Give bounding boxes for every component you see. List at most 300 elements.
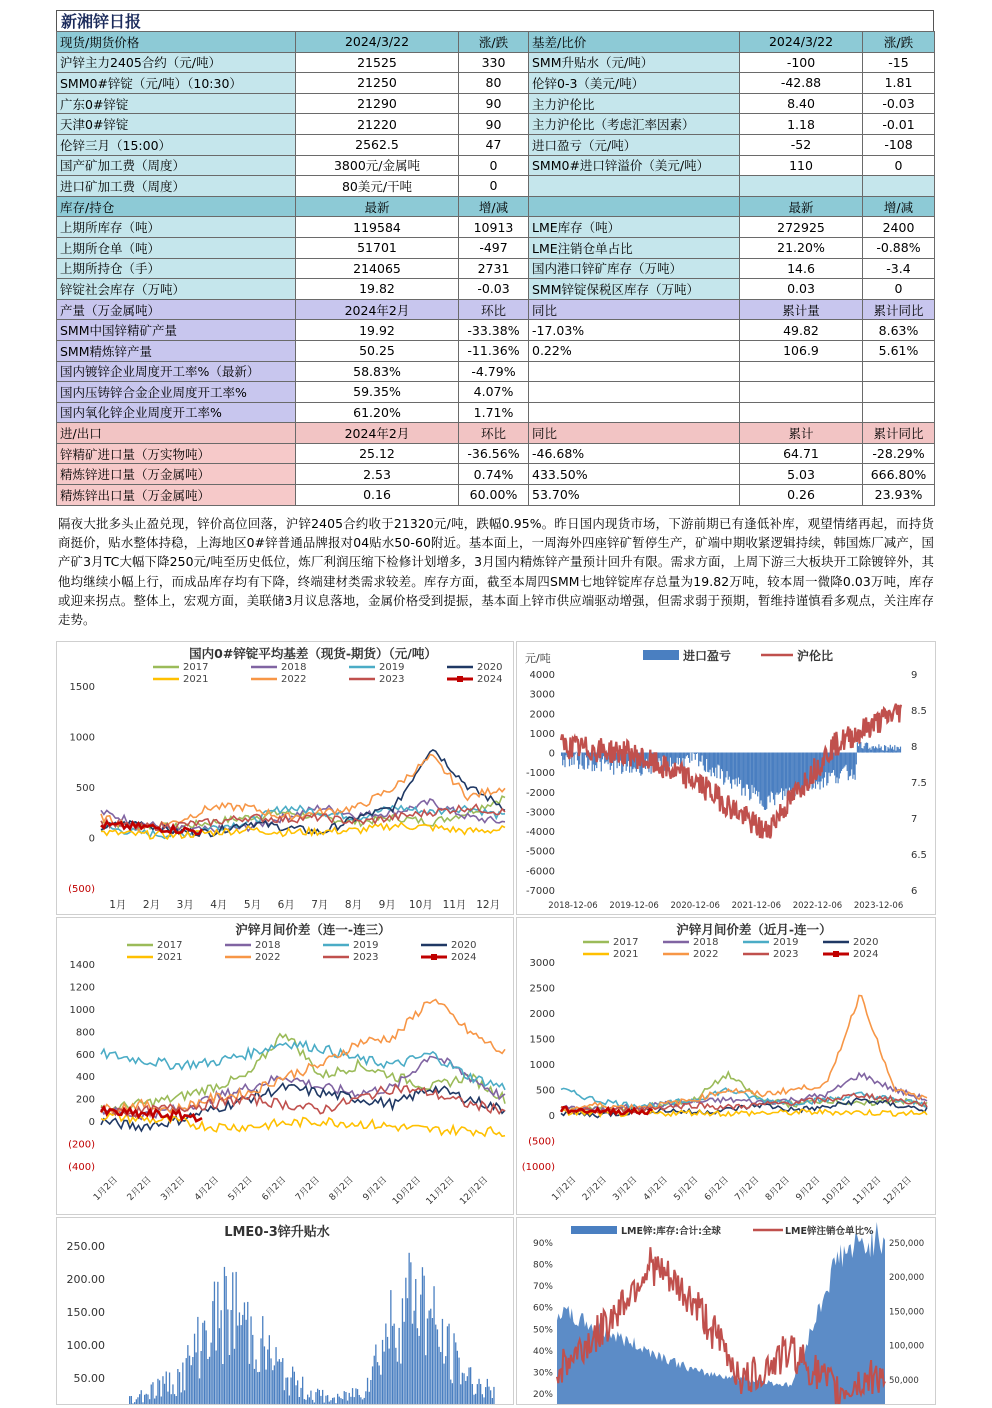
bar bbox=[891, 749, 892, 753]
table-cell: 同比 bbox=[529, 423, 740, 444]
bar bbox=[427, 1319, 428, 1405]
table-cell: 61.20% bbox=[296, 402, 459, 423]
bar bbox=[876, 748, 877, 753]
table-cell: SMM精炼锌产量 bbox=[57, 340, 296, 361]
bar bbox=[785, 753, 786, 789]
x-tick-label: 5月2日 bbox=[672, 1174, 701, 1203]
bar bbox=[864, 746, 865, 753]
bar bbox=[865, 743, 866, 752]
table-cell: 伦锌三月（15:00） bbox=[57, 134, 296, 155]
table-cell: 上期所持仓（手） bbox=[57, 258, 296, 279]
legend-label: 2024 bbox=[451, 952, 476, 963]
bar bbox=[730, 753, 731, 784]
table-cell: 25.12 bbox=[296, 443, 459, 464]
bar bbox=[443, 1364, 444, 1404]
y-tick-label: 2000 bbox=[530, 709, 555, 720]
bar bbox=[697, 753, 698, 754]
bar bbox=[433, 1286, 434, 1404]
x-tick-label: 10月 bbox=[409, 899, 433, 911]
table-row bbox=[57, 485, 935, 506]
table-row bbox=[57, 361, 935, 382]
table-cell: 涨/跌 bbox=[459, 32, 529, 53]
bar bbox=[279, 1359, 280, 1404]
bar bbox=[226, 1276, 227, 1404]
legend-label: 2017 bbox=[183, 662, 208, 673]
bar bbox=[260, 1338, 261, 1404]
x-tick-label: 7月2日 bbox=[733, 1174, 762, 1203]
bar bbox=[151, 1385, 152, 1405]
table-row bbox=[57, 320, 935, 341]
bar bbox=[678, 753, 679, 765]
y-tick-label: 1000 bbox=[70, 1005, 95, 1016]
table-cell: 主力沪伦比（考虑汇率因素） bbox=[529, 114, 740, 135]
table-cell bbox=[740, 402, 863, 423]
bar bbox=[384, 1352, 385, 1404]
bar bbox=[330, 1400, 331, 1404]
bar bbox=[315, 1392, 316, 1404]
bar bbox=[584, 753, 585, 770]
bar bbox=[199, 1378, 200, 1404]
y2-tick-label: 9 bbox=[911, 670, 917, 681]
bar bbox=[192, 1357, 193, 1404]
bar bbox=[708, 753, 709, 773]
bar bbox=[872, 747, 873, 753]
bar bbox=[262, 1316, 263, 1404]
bar bbox=[483, 1397, 484, 1404]
bar bbox=[874, 748, 875, 752]
table-cell: -52 bbox=[740, 134, 863, 155]
bar bbox=[485, 1387, 486, 1404]
table-row bbox=[57, 382, 935, 403]
bar bbox=[839, 753, 840, 779]
x-tick-label: 12月 bbox=[476, 899, 500, 911]
table-cell: SMM升贴水（元/吨） bbox=[529, 52, 740, 73]
table-cell: -4.79% bbox=[459, 361, 529, 382]
x-tick-label: 12月2日 bbox=[458, 1174, 491, 1207]
y-tick-label: (400) bbox=[68, 1162, 95, 1173]
bar bbox=[847, 753, 848, 772]
table-cell: -0.01 bbox=[863, 114, 935, 135]
spread-13-chart bbox=[57, 918, 513, 1214]
bar bbox=[209, 1357, 210, 1404]
bar bbox=[429, 1311, 430, 1405]
y-tick-label: 500 bbox=[76, 783, 95, 794]
bar bbox=[691, 753, 692, 761]
bar bbox=[191, 1365, 192, 1404]
bar bbox=[659, 753, 660, 759]
table-cell: 2024/3/22 bbox=[296, 32, 459, 53]
bar bbox=[347, 1401, 348, 1404]
market-summary: 隔夜大批多头止盈兑现，锌价高位回落，沪锌2405合约收于21320元/吨，跌幅0.95%。昨日国内现货市场，下游前期已有逢低补库，观望情绪再起，而持货商挺价，贴水整体持稳，上海地区0#锌普通品牌报对04贴水50-60附近。基本面上，一周海外四座锌矿暂停生产，矿端中期收紧逻辑持续，韩国炼厂减产，国产矿3月TC大幅下降250元/吨至历史低位，炼厂利润压缩下检修计划增多，3月国内精炼锌产量预计回升有限。需求方面，上周下游三大板块开工除镀锌外，其他均继续小幅上行，而成品库存均有下降，终端建材类需求较差。库存方面，截至本周四SMM七地锌锭库存总量为19.82万吨，较本周一微降0.03万吨，库存或迎来拐点。整体上，宏观方面，美联储3月议息落地，金属价格受到提振，基本面上锌市供应端驱动增强，但需求弱于预期，暂维持谨慎看多观点，关注库存走势。 bbox=[58, 514, 934, 629]
table-row bbox=[57, 443, 935, 464]
bar bbox=[460, 1384, 461, 1404]
bar bbox=[334, 1397, 335, 1404]
bar bbox=[788, 753, 789, 794]
table-cell: 锌锭社会库存（万吨） bbox=[57, 279, 296, 300]
y-tick-label: -6000 bbox=[526, 866, 555, 877]
table-cell: 天津0#锌锭 bbox=[57, 114, 296, 135]
table-cell: 19.82 bbox=[296, 279, 459, 300]
bar bbox=[280, 1362, 281, 1404]
bar bbox=[696, 753, 697, 755]
bar bbox=[234, 1349, 235, 1404]
lme03-chart-panel bbox=[56, 1217, 514, 1405]
y-tick-label: 250.00 bbox=[67, 1240, 106, 1253]
bar bbox=[480, 1384, 481, 1404]
y-tick-label: -5000 bbox=[526, 847, 555, 858]
bar bbox=[778, 753, 779, 795]
table-header-production bbox=[57, 299, 935, 320]
bar bbox=[866, 743, 867, 753]
table-cell: -28.29% bbox=[863, 443, 935, 464]
bar bbox=[881, 747, 882, 753]
y-tick-label: 60% bbox=[533, 1304, 553, 1314]
bar bbox=[269, 1335, 270, 1404]
x-tick-label: 10月2日 bbox=[820, 1174, 853, 1207]
bar bbox=[698, 753, 699, 767]
y-tick-label: 150.00 bbox=[67, 1306, 106, 1319]
bar bbox=[201, 1351, 202, 1404]
table-cell: 14.6 bbox=[740, 258, 863, 279]
table-cell: -108 bbox=[863, 134, 935, 155]
bar bbox=[265, 1370, 266, 1404]
bar bbox=[877, 749, 878, 753]
table-cell: 110 bbox=[740, 155, 863, 176]
table-cell: 21525 bbox=[296, 52, 459, 73]
bar bbox=[186, 1358, 187, 1404]
bar bbox=[686, 753, 687, 757]
bar bbox=[335, 1403, 336, 1404]
bar bbox=[250, 1316, 251, 1404]
bar bbox=[447, 1326, 448, 1404]
bar bbox=[852, 753, 853, 779]
legend-label: 2022 bbox=[281, 674, 306, 685]
bar bbox=[267, 1350, 268, 1405]
bar bbox=[362, 1399, 363, 1404]
legend-label: 沪伦比 bbox=[797, 648, 833, 663]
legend-label: 2021 bbox=[183, 674, 208, 685]
bar bbox=[886, 751, 887, 753]
bar bbox=[765, 753, 766, 811]
bar bbox=[463, 1373, 464, 1404]
bar bbox=[292, 1367, 293, 1404]
bar bbox=[754, 753, 755, 788]
spread-01-chart bbox=[517, 918, 935, 1214]
bar bbox=[222, 1364, 223, 1404]
table-cell: SMM锌锭保税区库存（万吨） bbox=[529, 279, 740, 300]
legend-label: LME锌注销仓单比% bbox=[785, 1225, 874, 1237]
y-tick-label: 2000 bbox=[530, 1009, 555, 1020]
bar bbox=[679, 753, 680, 759]
bar bbox=[152, 1382, 153, 1404]
x-tick-label: 1月2日 bbox=[91, 1174, 120, 1203]
x-tick-label: 10月2日 bbox=[390, 1174, 423, 1207]
table-row bbox=[57, 258, 935, 279]
table-cell: 同比 bbox=[529, 299, 740, 320]
table-cell: 进口矿加工费（周度） bbox=[57, 176, 296, 197]
table-cell: 47 bbox=[459, 134, 529, 155]
bar bbox=[415, 1279, 416, 1404]
table-cell: 国内压铸锌合金企业周度开工率% bbox=[57, 382, 296, 403]
spread-01-chart-panel bbox=[516, 917, 936, 1215]
bar bbox=[717, 753, 718, 765]
x-tick-label: 2月2日 bbox=[125, 1174, 154, 1203]
bar bbox=[748, 753, 749, 789]
bar bbox=[172, 1384, 173, 1404]
table-cell: 0.74% bbox=[459, 464, 529, 485]
table-cell: 进/出口 bbox=[57, 423, 296, 444]
table-cell: 国内港口锌矿库存（万吨） bbox=[529, 258, 740, 279]
x-tick-label: 7月2日 bbox=[293, 1174, 322, 1203]
x-tick-label: 4月2日 bbox=[641, 1174, 670, 1203]
bar bbox=[858, 746, 859, 753]
bar bbox=[850, 753, 851, 776]
bar bbox=[744, 753, 745, 788]
legend-label: 2023 bbox=[353, 952, 378, 963]
table-cell: 累计量 bbox=[740, 299, 863, 320]
bar bbox=[149, 1399, 150, 1404]
bar bbox=[703, 753, 704, 766]
bar bbox=[882, 750, 883, 752]
bar bbox=[345, 1392, 346, 1404]
table-header-spot bbox=[57, 32, 935, 53]
bar bbox=[738, 753, 739, 778]
bar bbox=[357, 1389, 358, 1404]
legend-label: 2017 bbox=[157, 940, 182, 951]
bar bbox=[457, 1351, 458, 1404]
bar bbox=[162, 1376, 163, 1404]
y-tick-label: 200 bbox=[76, 1095, 95, 1106]
bar bbox=[863, 749, 864, 753]
bar bbox=[843, 753, 844, 768]
table-cell: 增/减 bbox=[863, 196, 935, 217]
table-cell: 4.07% bbox=[459, 382, 529, 403]
bar bbox=[214, 1282, 215, 1404]
y-tick-label: 800 bbox=[76, 1027, 95, 1038]
table-cell: 80 bbox=[459, 73, 529, 94]
bar bbox=[217, 1282, 218, 1404]
bar bbox=[721, 753, 722, 770]
bar bbox=[887, 747, 888, 752]
table-cell: 21220 bbox=[296, 114, 459, 135]
bar bbox=[370, 1380, 371, 1404]
bar bbox=[689, 753, 690, 763]
bar bbox=[694, 753, 695, 755]
bar bbox=[688, 753, 689, 759]
table-cell: 精炼锌进口量（万金属吨） bbox=[57, 464, 296, 485]
table-cell bbox=[529, 361, 740, 382]
x-tick-label: 5月 bbox=[244, 899, 261, 911]
table-cell: -17.03% bbox=[529, 320, 740, 341]
bar bbox=[236, 1272, 237, 1404]
table-cell: 0.22% bbox=[529, 340, 740, 361]
series-line-2022 bbox=[101, 1000, 505, 1114]
bar bbox=[478, 1379, 479, 1404]
table-cell: 0.26 bbox=[740, 485, 863, 506]
bar bbox=[455, 1342, 456, 1404]
table-cell: 主力沪伦比 bbox=[529, 93, 740, 114]
table-cell: 基差/比价 bbox=[529, 32, 740, 53]
bar bbox=[385, 1324, 386, 1405]
bar bbox=[493, 1387, 494, 1404]
y-tick-label: 100.00 bbox=[67, 1339, 106, 1352]
table-cell bbox=[529, 196, 740, 217]
y-tick-label: (1000) bbox=[522, 1162, 555, 1173]
table-cell: 进口盈亏（元/吨） bbox=[529, 134, 740, 155]
table-cell: SMM中国锌精矿产量 bbox=[57, 320, 296, 341]
table-cell: 0 bbox=[459, 176, 529, 197]
legend-label: 2020 bbox=[451, 940, 476, 951]
bar bbox=[417, 1328, 418, 1404]
legend-marker bbox=[457, 676, 463, 682]
bar bbox=[221, 1310, 222, 1404]
bar bbox=[377, 1362, 378, 1404]
legend-label: 2020 bbox=[853, 937, 878, 948]
bar bbox=[207, 1359, 208, 1404]
bar bbox=[745, 753, 746, 796]
chart-title: LME0-3锌升贴水 bbox=[224, 1224, 330, 1240]
bar bbox=[860, 742, 861, 752]
bar bbox=[739, 753, 740, 784]
table-row bbox=[57, 73, 935, 94]
legend-label: 2018 bbox=[281, 662, 306, 673]
bar bbox=[206, 1330, 207, 1404]
bar bbox=[196, 1352, 197, 1404]
table-cell: 90 bbox=[459, 114, 529, 135]
bar bbox=[458, 1358, 459, 1404]
bar bbox=[755, 753, 756, 795]
table-row bbox=[57, 237, 935, 258]
x-tick-label: 2023-12-06 bbox=[854, 901, 903, 911]
y-tick-label: (500) bbox=[528, 1137, 555, 1148]
bar bbox=[349, 1393, 350, 1404]
bar bbox=[575, 753, 576, 755]
bar bbox=[305, 1400, 306, 1404]
bar bbox=[246, 1320, 247, 1404]
bar bbox=[181, 1392, 182, 1404]
table-cell: 现货/期货价格 bbox=[57, 32, 296, 53]
x-tick-label: 8月2日 bbox=[327, 1174, 356, 1203]
bar bbox=[781, 753, 782, 789]
legend-label: 2021 bbox=[157, 952, 182, 963]
bar bbox=[677, 753, 678, 758]
y-tick-label: 30% bbox=[533, 1368, 553, 1378]
table-row bbox=[57, 114, 935, 135]
spread-13-chart-panel bbox=[56, 917, 514, 1215]
bar bbox=[868, 749, 869, 753]
x-tick-label: 2月 bbox=[143, 899, 160, 911]
table-row bbox=[57, 176, 935, 197]
bar bbox=[757, 753, 758, 797]
bar bbox=[842, 753, 843, 769]
bar bbox=[424, 1276, 425, 1404]
table-cell: 最新 bbox=[740, 196, 863, 217]
table-cell: -33.38% bbox=[459, 320, 529, 341]
bar bbox=[899, 749, 900, 753]
table-cell: 环比 bbox=[459, 299, 529, 320]
table-cell: 2024年2月 bbox=[296, 423, 459, 444]
bar bbox=[766, 753, 767, 809]
bar bbox=[282, 1358, 283, 1404]
bar bbox=[774, 753, 775, 806]
bar bbox=[352, 1388, 353, 1404]
bar bbox=[389, 1349, 390, 1404]
bar bbox=[319, 1390, 320, 1404]
bar bbox=[671, 753, 672, 767]
table-cell: -0.03 bbox=[863, 93, 935, 114]
y-axis-label: 元/吨 bbox=[525, 651, 551, 665]
bar bbox=[387, 1337, 388, 1404]
table-row bbox=[57, 217, 935, 238]
bar bbox=[893, 750, 894, 753]
bar bbox=[405, 1278, 406, 1404]
bar bbox=[254, 1369, 255, 1404]
bar bbox=[761, 753, 762, 801]
x-tick-label: 11月 bbox=[443, 899, 467, 911]
series-line-2017 bbox=[101, 796, 505, 830]
bar bbox=[216, 1351, 217, 1405]
bar bbox=[750, 753, 751, 799]
basis-chart bbox=[57, 642, 513, 914]
bar bbox=[244, 1302, 245, 1404]
legend-label: 2019 bbox=[773, 937, 798, 948]
y-tick-label: 50.00 bbox=[74, 1372, 106, 1385]
bar bbox=[742, 753, 743, 789]
y-tick-label: 20% bbox=[533, 1390, 553, 1400]
bar bbox=[716, 753, 717, 779]
bar bbox=[412, 1324, 413, 1404]
bar bbox=[581, 753, 582, 766]
report-title: 新湘锌日报 bbox=[56, 10, 934, 31]
bar bbox=[364, 1398, 365, 1404]
bar bbox=[212, 1301, 213, 1404]
y-tick-label: -7000 bbox=[526, 886, 555, 897]
x-tick-label: 11月2日 bbox=[424, 1174, 457, 1207]
bar bbox=[574, 753, 575, 765]
bar bbox=[414, 1311, 415, 1404]
bar bbox=[834, 753, 835, 776]
bar bbox=[450, 1380, 451, 1404]
bar bbox=[274, 1365, 275, 1404]
table-cell: SMM0#进口锌溢价（美元/吨） bbox=[529, 155, 740, 176]
table-cell: 库存/持仓 bbox=[57, 196, 296, 217]
lme-stock-chart-panel bbox=[516, 1217, 936, 1405]
bar bbox=[394, 1324, 395, 1404]
bar bbox=[257, 1372, 258, 1404]
table-cell: -36.56% bbox=[459, 443, 529, 464]
legend-label: 2019 bbox=[379, 662, 404, 673]
table-cell: 沪锌主力2405合约（元/吨） bbox=[57, 52, 296, 73]
y2-tick-label: 50,000 bbox=[889, 1376, 919, 1386]
y-tick-label: 1000 bbox=[530, 729, 555, 740]
table-cell: 2562.5 bbox=[296, 134, 459, 155]
table-cell: 1.18 bbox=[740, 114, 863, 135]
bar bbox=[157, 1379, 158, 1404]
bar bbox=[841, 753, 842, 771]
table-cell: -42.88 bbox=[740, 73, 863, 94]
table-cell: 60.00% bbox=[459, 485, 529, 506]
bar bbox=[287, 1377, 288, 1404]
bar bbox=[885, 746, 886, 753]
bar bbox=[312, 1400, 313, 1404]
bar bbox=[430, 1309, 431, 1404]
bar bbox=[897, 747, 898, 753]
bar bbox=[167, 1392, 168, 1404]
bar bbox=[275, 1347, 276, 1404]
bar bbox=[399, 1328, 400, 1404]
bar bbox=[870, 750, 871, 753]
bar bbox=[187, 1345, 188, 1404]
